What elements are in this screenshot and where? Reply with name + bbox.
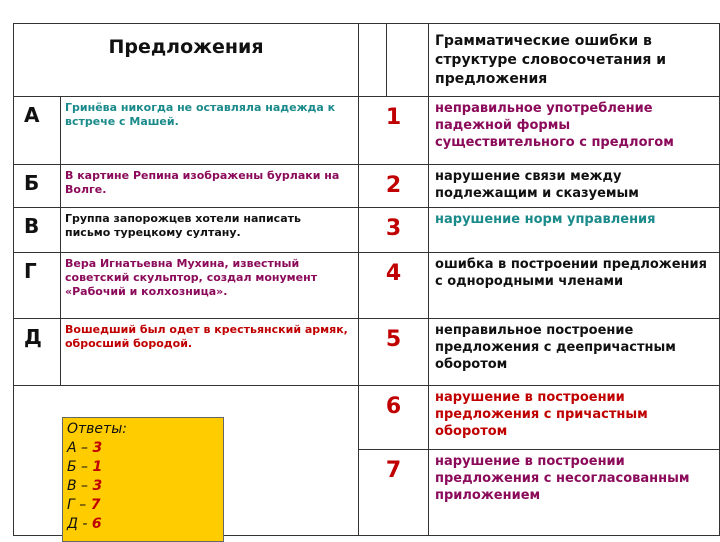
answer-separator: –	[76, 440, 93, 456]
sentences-header: Предложения	[14, 24, 359, 97]
error-description: нарушение в построении предложения с несогласованным приложением	[429, 450, 720, 536]
error-description: нарушение норм управления	[429, 208, 720, 253]
error-number: 3	[359, 208, 429, 253]
row-letter: Д	[14, 319, 61, 386]
answer-number: 7	[90, 497, 101, 513]
answer-letter: Г	[67, 497, 75, 513]
error-description: неправильное употребление падежной формы существительного с предлогом	[429, 97, 720, 165]
answer-number: 1	[92, 459, 103, 475]
sentence-text: В картине Репина изображены бурлаки на Волге.	[61, 165, 359, 208]
row-letter: А	[14, 97, 61, 165]
sentence-text: Вошедший был одет в крестьянский армяк, обросший бородой.	[61, 319, 359, 386]
error-description: неправильное построение предложения с деепричастным оборотом	[429, 319, 720, 386]
answer-letter: Д	[67, 516, 78, 532]
table-row	[14, 165, 720, 208]
answer-number: 3	[92, 478, 103, 494]
answer-item	[67, 477, 223, 496]
header-row	[14, 24, 720, 97]
answer-letter: Б	[67, 459, 77, 475]
table-row	[14, 319, 720, 386]
answers-box	[62, 417, 224, 542]
answer-separator: –	[76, 478, 93, 494]
errors-header: Грамматические ошибки в структуре словосочетания и предложения	[429, 24, 720, 97]
error-number: 1	[359, 97, 429, 165]
empty-header-cell	[359, 24, 387, 97]
answer-item	[67, 439, 223, 458]
answer-item	[67, 515, 223, 534]
table-row	[14, 208, 720, 253]
error-description: ошибка в построении предложения с однородными членами	[429, 253, 720, 319]
table-row	[14, 253, 720, 319]
error-number: 2	[359, 165, 429, 208]
error-number: 6	[359, 386, 429, 450]
table-row	[14, 97, 720, 165]
error-description: нарушение в построении предложения с причастным оборотом	[429, 386, 720, 450]
answer-letter: В	[67, 478, 77, 494]
answer-number: 3	[92, 440, 103, 456]
error-number: 7	[359, 450, 429, 536]
error-number: 5	[359, 319, 429, 386]
row-letter: Г	[14, 253, 61, 319]
answer-separator: –	[74, 497, 91, 513]
sentence-text: Вера Игнатьевна Мухина, известный советский скульптор, создал монумент «Рабочий и колхозница».	[61, 253, 359, 319]
row-letter: Б	[14, 165, 61, 208]
empty-header-cell	[387, 24, 429, 97]
answers-title: Ответы:	[67, 421, 127, 437]
answer-separator: -	[77, 516, 92, 532]
answer-separator: –	[76, 459, 93, 475]
answer-item	[67, 496, 223, 515]
error-number: 4	[359, 253, 429, 319]
error-description: нарушение связи между подлежащим и сказуемым	[429, 165, 720, 208]
sentence-text: Гринёва никогда не оставляла надежда к встрече с Машей.	[61, 97, 359, 165]
sentence-text: Группа запорожцев хотели написать письмо турецкому султану.	[61, 208, 359, 253]
answer-item	[67, 458, 223, 477]
answer-letter: А	[67, 440, 77, 456]
answer-number: 6	[91, 516, 102, 532]
row-letter: В	[14, 208, 61, 253]
